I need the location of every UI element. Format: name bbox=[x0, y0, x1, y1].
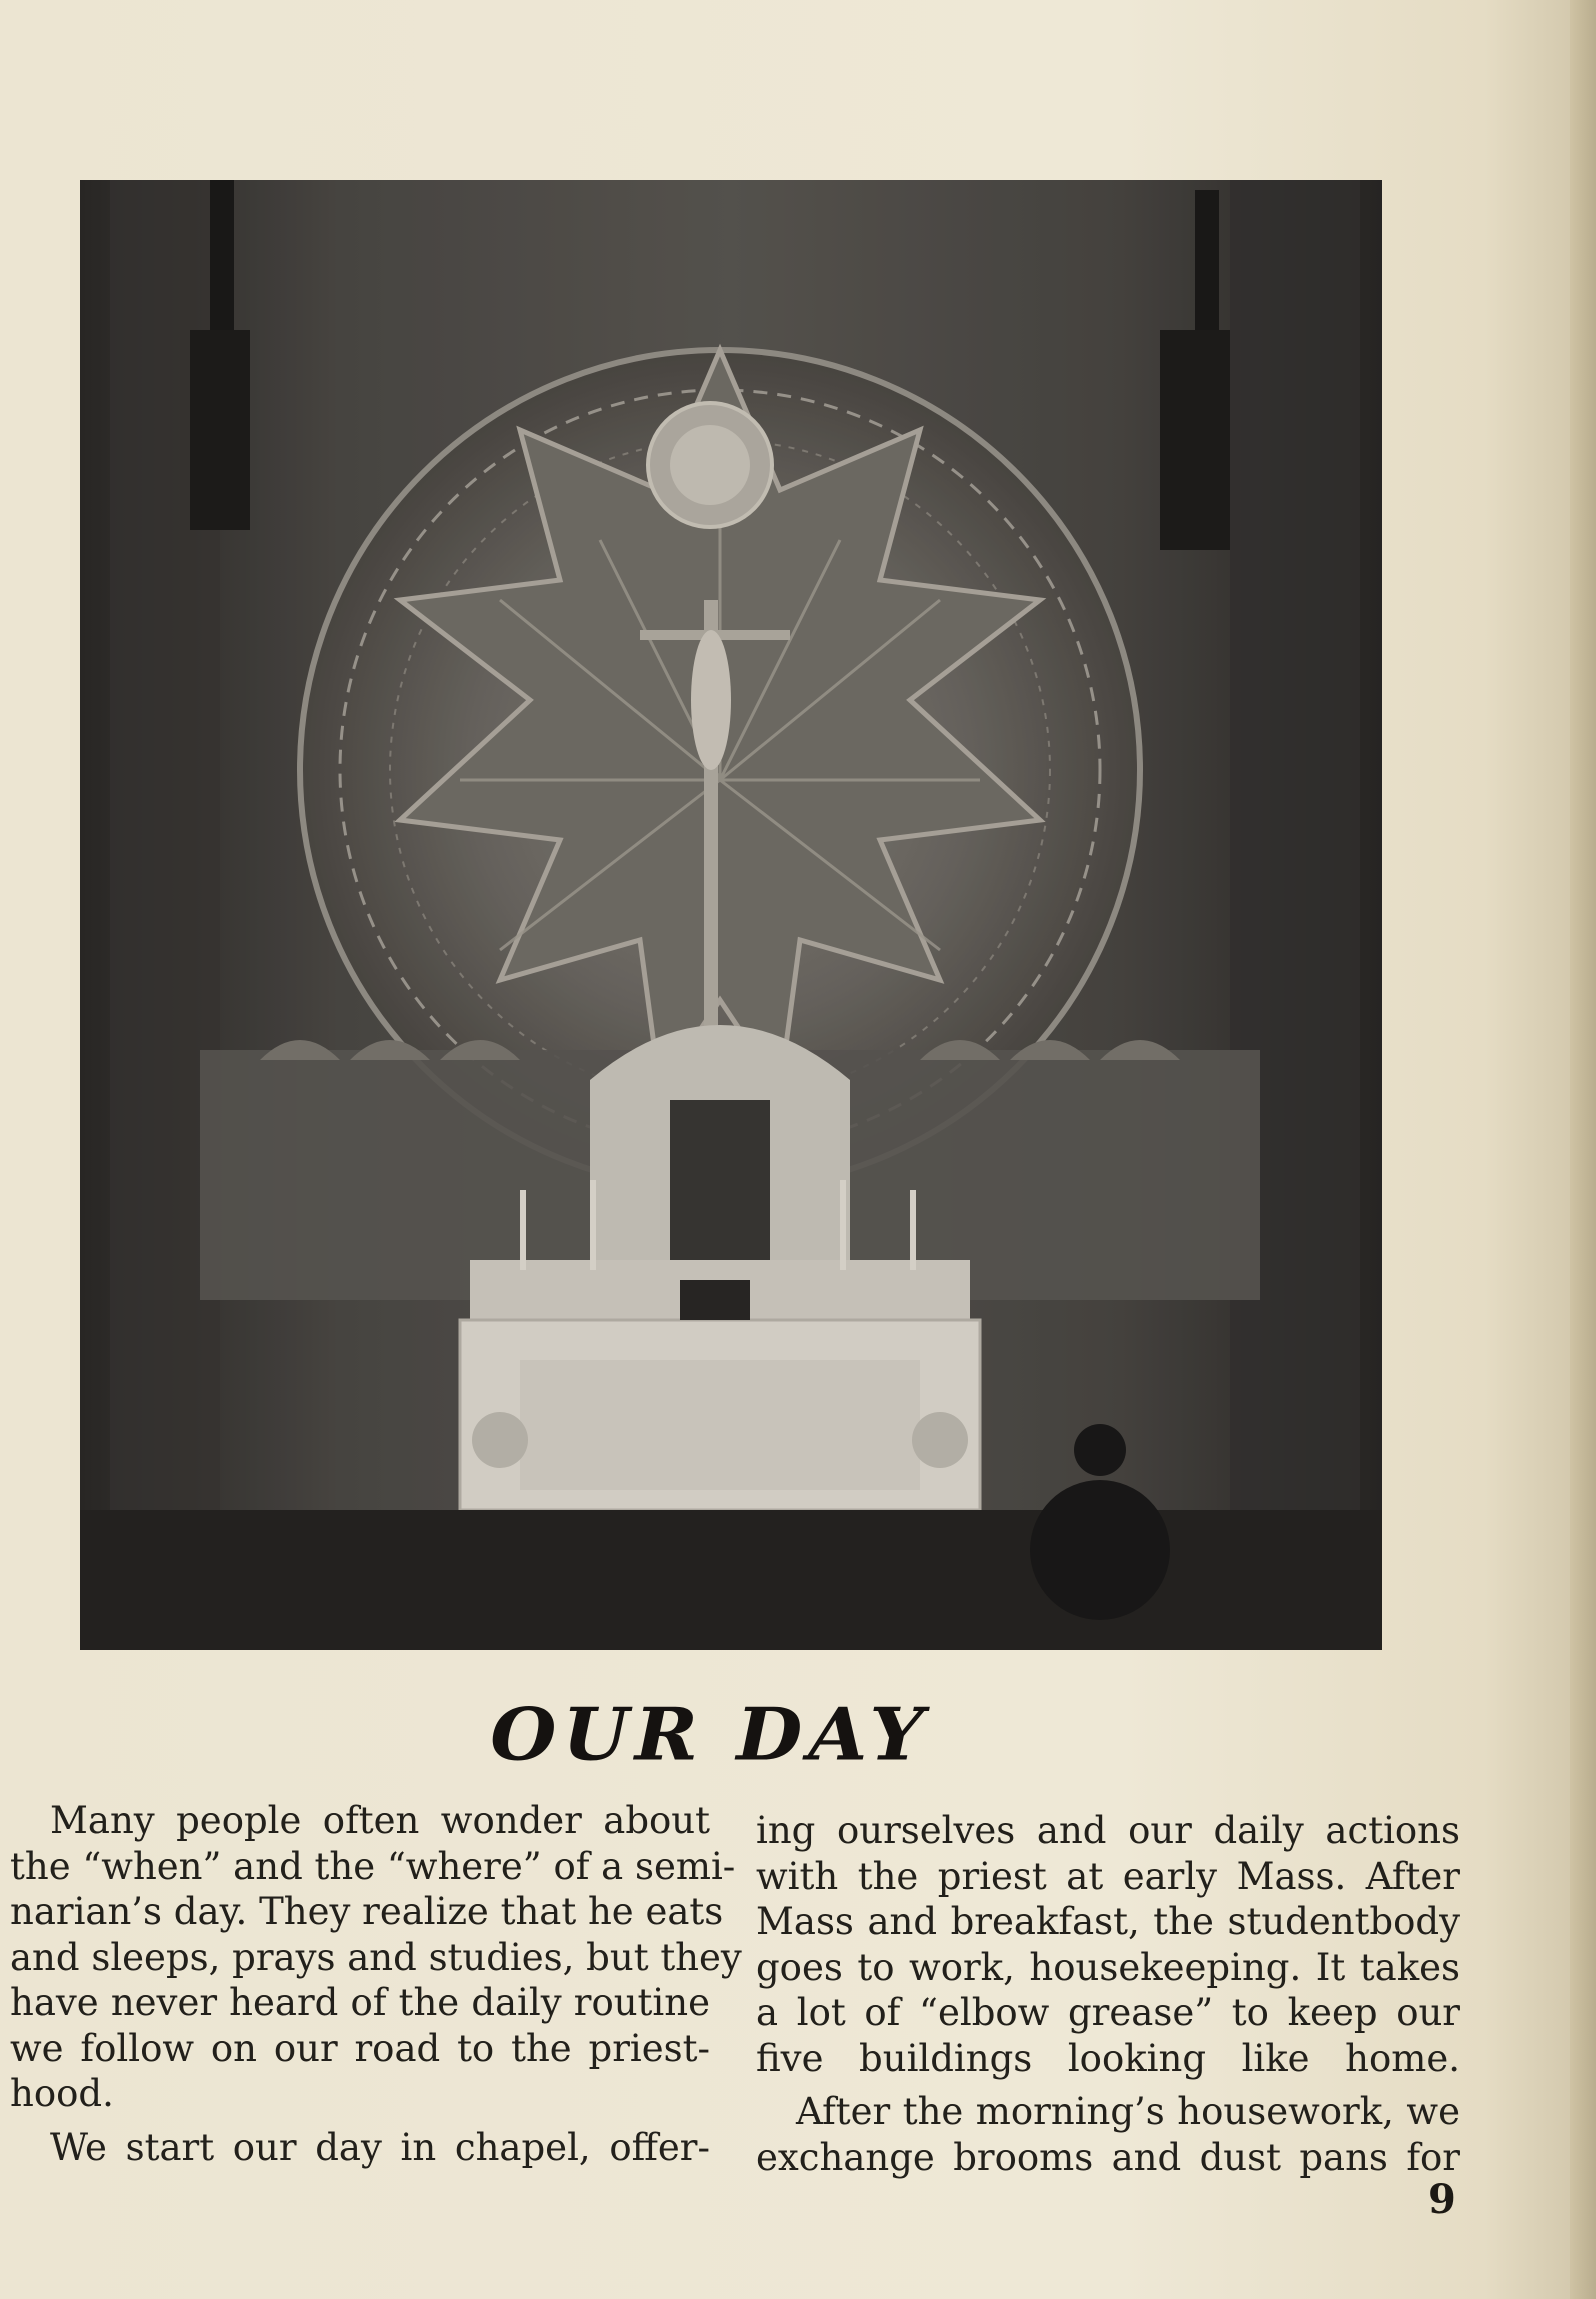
text-line: we follow on our road to the priest- bbox=[10, 2026, 710, 2070]
left-column bbox=[10, 1798, 742, 2170]
paragraph bbox=[756, 1808, 1460, 2081]
paragraph bbox=[10, 2125, 710, 2171]
text-line: five buildings looking like home. bbox=[756, 2036, 1460, 2080]
text-line: with the priest at early Mass. After bbox=[756, 1854, 1460, 1898]
article-title: OUR DAY bbox=[490, 1692, 930, 1777]
paragraph bbox=[10, 1798, 742, 2117]
text-line: exchange brooms and dust pans for bbox=[756, 2135, 1460, 2179]
paragraph bbox=[756, 2089, 1460, 2180]
text-line: Many people often wonder about bbox=[50, 1799, 710, 1842]
text-line: goes to work, housekeeping. It takes bbox=[756, 1945, 1460, 1989]
page-number: 9 bbox=[1428, 2176, 1456, 2223]
text-line: After the morning’s housework, we bbox=[796, 2090, 1460, 2133]
text-line: We start our day in chapel, offer- bbox=[50, 2125, 710, 2169]
text-line: narian’s day. They realize that he eats bbox=[10, 1890, 724, 1933]
altar-illustration bbox=[80, 180, 1382, 1650]
chapel-altar-photo bbox=[80, 180, 1382, 1650]
text-line: the “when” and the “where” of a semi- bbox=[10, 1844, 736, 1888]
text-line: Mass and breakfast, the studentbody bbox=[756, 1900, 1460, 1943]
text-line: hood. bbox=[10, 2072, 114, 2115]
text-line: a lot of “elbow grease” to keep our bbox=[756, 1991, 1460, 2034]
text-line: and sleeps, prays and studies, but they bbox=[10, 1935, 742, 1979]
right-column bbox=[756, 1808, 1460, 2180]
text-line: have never heard of the daily routine bbox=[10, 1981, 710, 2024]
page-edge bbox=[1570, 0, 1596, 2299]
text-line: ing ourselves and our daily actions bbox=[756, 1809, 1460, 1852]
